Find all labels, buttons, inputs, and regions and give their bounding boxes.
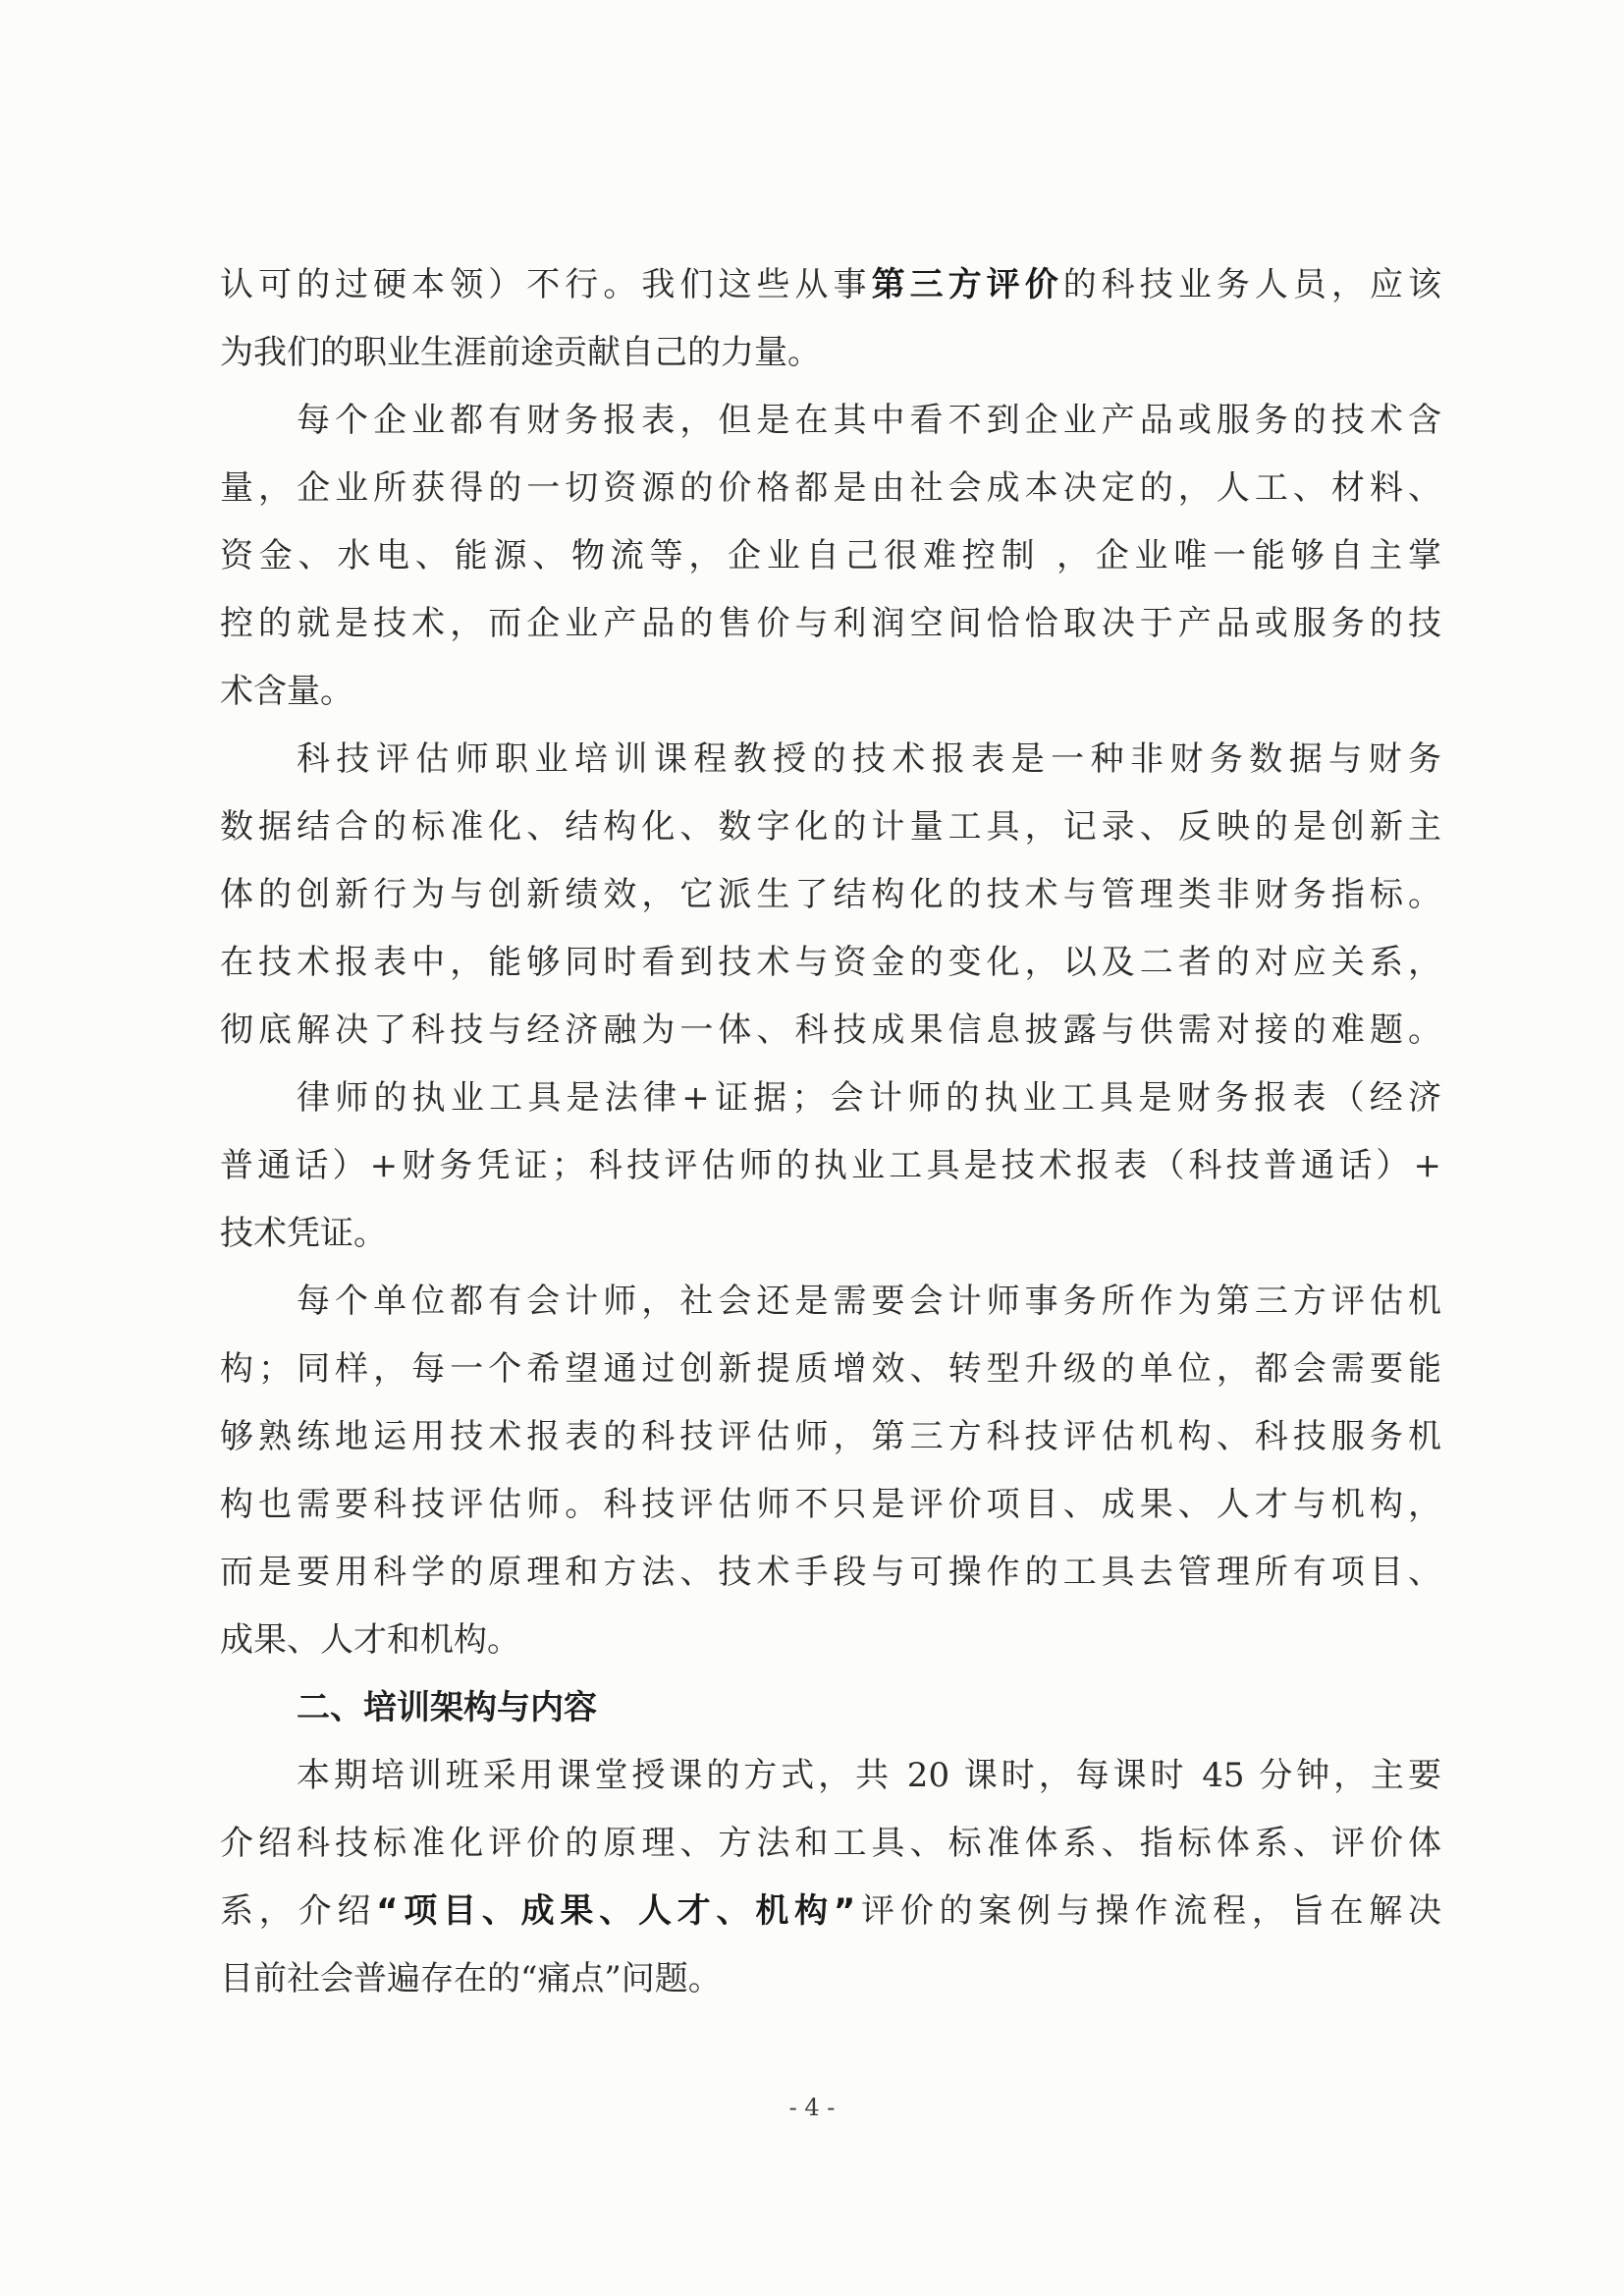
paragraph (220, 726, 1441, 1065)
section-heading (220, 1674, 1441, 1742)
text-line (220, 1945, 1441, 2013)
text-segment: 体的创新行为与创新绩效，它派生了结构化的技术与管理类非财务指标。 (220, 875, 1441, 914)
text-segment: 每个单位都有会计师，社会还是需要会计师事务所作为第三方评估机 (297, 1282, 1441, 1321)
text-line (220, 1607, 1441, 1674)
page-number: - 4 - (788, 2094, 836, 2121)
text-segment: 成果、人才和机构。 (220, 1620, 520, 1660)
text-segment: 目前社会普遍存在的“痛点”问题。 (220, 1959, 722, 1998)
text-segment: 评价的案例与操作流程，旨在解决 (855, 1891, 1441, 1931)
text-line (220, 522, 1441, 590)
text-segment: 为我们的职业生涯前途贡献自己的力量。 (220, 333, 821, 372)
paragraph (220, 387, 1441, 726)
paragraph (220, 1742, 1441, 2013)
text-line (220, 1810, 1441, 1878)
text-segment: 量，企业所获得的一切资源的价格都是由社会成本决定的，人工、材料、 (220, 468, 1441, 508)
text-line (220, 658, 1441, 726)
text-segment: 科技评估师职业培训课程教授的技术报表是一种非财务数据与财务 (297, 739, 1441, 779)
paragraph (220, 1268, 1441, 1674)
text-segment: 技术凭证。 (220, 1214, 387, 1253)
text-line (220, 1132, 1441, 1200)
text-line (220, 997, 1441, 1065)
text-segment: 普通话）+财务凭证；科技评估师的执业工具是技术报表（科技普通话）+ (220, 1146, 1441, 1185)
paragraph (220, 251, 1441, 387)
text-segment: 控的就是技术，而企业产品的售价与利润空间恰恰取决于产品或服务的技 (220, 604, 1441, 643)
text-segment: 介绍科技标准化评价的原理、方法和工具、标准体系、指标体系、评价体 (220, 1824, 1441, 1863)
text-line (220, 861, 1441, 929)
text-segment: 构；同样，每一个希望通过创新提质增效、转型升级的单位，都会需要能 (220, 1349, 1441, 1389)
text-line (220, 1878, 1441, 1945)
text-line (220, 1336, 1441, 1403)
text-line (220, 1471, 1441, 1539)
text-segment: 术含量。 (220, 672, 353, 711)
text-segment: 律师的执业工具是法律+证据；会计师的执业工具是财务报表（经济 (297, 1078, 1441, 1118)
text-line (220, 793, 1441, 861)
bold-text: 二、培训架构与内容 (297, 1688, 597, 1727)
text-line (220, 387, 1441, 455)
bold-text: 第三方评价 (871, 265, 1063, 304)
text-segment: 彻底解决了科技与经济融为一体、科技成果信息披露与供需对接的难题。 (220, 1011, 1441, 1050)
text-segment: 够熟练地运用技术报表的科技评估师，第三方科技评估机构、科技服务机 (220, 1417, 1441, 1456)
text-segment: 构也需要科技评估师。科技评估师不只是评价项目、成果、人才与机构， (220, 1485, 1441, 1524)
text-line (220, 251, 1441, 319)
text-line (220, 1403, 1441, 1471)
text-line (220, 1200, 1441, 1268)
text-line (220, 1268, 1441, 1336)
text-line (220, 726, 1441, 793)
text-segment: 系，介绍 (220, 1891, 377, 1931)
text-segment: 的科技业务人员，应该 (1062, 265, 1441, 304)
text-segment: 而是要用科学的原理和方法、技术手段与可操作的工具去管理所有项目、 (220, 1553, 1441, 1592)
text-segment: 在技术报表中，能够同时看到技术与资金的变化，以及二者的对应关系， (220, 943, 1441, 982)
document-body (220, 251, 1441, 2013)
text-line (220, 929, 1441, 997)
text-segment: 认可的过硬本领）不行。我们这些从事 (220, 265, 872, 304)
text-line (220, 1674, 1441, 1742)
text-line (220, 455, 1441, 522)
bold-text: “项目、成果、人才、机构” (376, 1891, 856, 1931)
text-segment: 本期培训班采用课堂授课的方式，共 20 课时，每课时 45 分钟，主要 (297, 1756, 1441, 1795)
text-line (220, 1742, 1441, 1810)
paragraph (220, 1065, 1441, 1268)
text-segment: 资金、水电、能源、物流等，企业自己很难控制 ，企业唯一能够自主掌 (220, 536, 1441, 575)
text-segment: 数据结合的标准化、结构化、数字化的计量工具，记录、反映的是创新主 (220, 807, 1441, 847)
text-line (220, 590, 1441, 658)
text-line (220, 1065, 1441, 1132)
text-segment: 每个企业都有财务报表，但是在其中看不到企业产品或服务的技术含 (297, 401, 1441, 440)
text-line (220, 319, 1441, 387)
text-line (220, 1539, 1441, 1607)
